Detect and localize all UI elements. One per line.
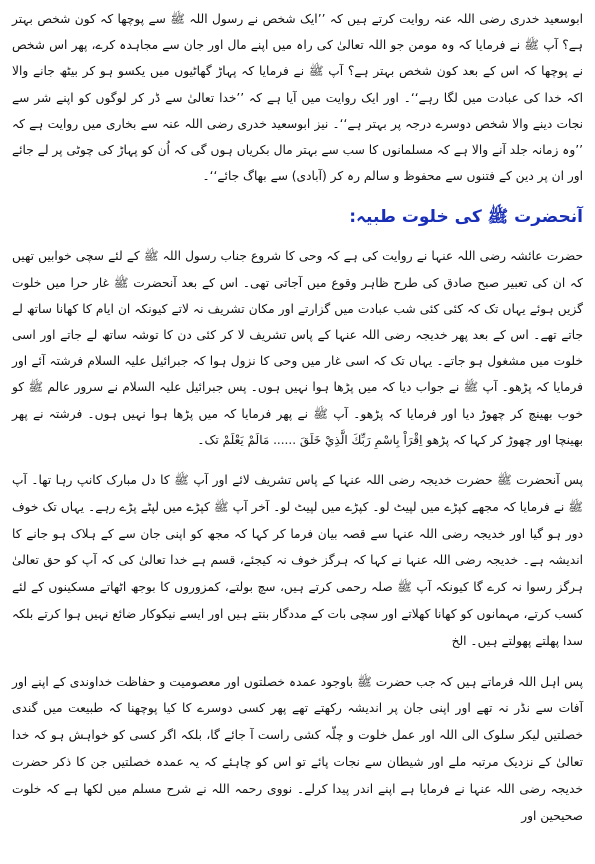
paragraph-khadija: پس آنحضرت ﷺ حضرت خدیجہ رضی اللہ عنہا کے پاس تشریف لائے اور آپ ﷺ کا دل مبارک کانپ رہا تھا۔ آپ ﷺ نے فرمایا کہ مجھے کپڑے میں لپیٹ لو۔ کپڑے میں لپیٹ لو۔ آخر آپ ﷺ کپڑے میں لپٹے پڑے رہے۔ یہاں تک خوف دور ہو گیا اور خدیجہ رضی اللہ عنہا سے قصہ بیان فرما کر کہا کہ مجھ کو اپنی جان سے کے ہلاک ہو جانے کا اندیشہ ہے۔ خدیجہ رضی اللہ عنہا نے کہا کہ ہرگز خوف نہ کیجئے، قسم ہے خدا تعالیٰ کی کہ آپ کو حق تعالیٰ ہرگز رسوا نہ کرے گا کیونکہ آپ ﷺ صلہ رحمی کرتے ہیں، سچ بولتے، کمزوروں کا بوجھ اٹھاتے مسکینوں کے لئے کسب کرتے، مہمانوں کو کھانا کھلاتے اور سچی بات کے مددگار بنتے ہیں اور ایسے نیکوکار ضائع نہیں ہوا کرتے بلکہ سدا پھلتے پھولتے ہیں۔ الخ: [12, 473, 583, 648]
paragraph-ahl-allah: پس اہل اللہ فرماتے ہیں کہ جب حضرت ﷺ باوجود عمدہ خصلتوں اور معصومیت و حفاظت خداوندی کے اپنے اور آفات سے نڈر نہ تھے اور اپنی جان پر اندیشہ رکھتے تھے پھر کسی دوسرے کا کیا پوچھنا کہ طبیعت میں گندی خصلتیں لیکر سلوک الی اللہ اور عمل خلوت و چلّہ کشی راست آ جائے گا، بلکہ اگر کسی کو خواہش ہو کہ خدا تعالیٰ کے نزدیک مرتبہ ملے اور شیطان سے نجات پائے تو اس کو چاہئے کہ یہ عمدہ خصلتیں جن کا ذکر حضرت خدیجہ رضی اللہ عنہا نے فرمایا ہے اپنے اندر پیدا کرلے۔ نووی رحمہ اللہ نے شرح مسلم میں لکھا ہے کہ خلوت صحیحین اور: [12, 674, 583, 823]
paragraph-revelation-text: حضرت عائشہ رضی اللہ عنہا نے روایت کی ہے کہ وحی کا شروع جناب رسول اللہ ﷺ کے لئے سچی خوابیں تھیں کہ ان کی تعبیر صبح صادق کی طرح ظاہر وقوع میں آجاتی تھی۔ اس کے بعد آنحضرت ﷺ غار حرا میں خلوت گزیں ہوئے یہاں تک کہ کئی کئی شب عبادت میں گزارتے اور مکان تشریف نہ لاتے کیونکہ ان ایام کا کھانا ساتھ لے جاتے تھے۔ اس کے بعد پھر خدیجہ رضی اللہ عنہا کے پاس تشریف لا کر کئی دن کا توشہ ساتھ لے جاتے اور اسی خلوت میں مشغول ہو جاتے۔ یہاں تک کہ اسی غار میں وحی کا نزول ہوا کہ جبرائیل علیہ السلام فرشتہ آئے اور فرمایا کہ پڑھو۔ آپ ﷺ نے جواب دیا کہ میں پڑھا ہوا نہیں ہوں۔ پس جبرائیل علیہ السلام نے سرور عالم ﷺ کو خوب بھینچ کر چھوڑ دیا اور فرمایا کہ پڑھو۔ آپ ﷺ نے پھر فرمایا کہ میں پڑھا ہوا نہیں ہوں۔ فرشتہ نے پھر بھینچا اور چھوڑ کر کہا کہ پڑھو: [12, 249, 583, 447]
paragraph-hadith-abu-saeed: ابوسعید خدری رضی اللہ عنہ روایت کرتے ہیں کہ ’’ایک شخص نے رسول اللہ ﷺ سے پوچھا کہ کون شخص بہتر ہے؟ آپ ﷺ نے فرمایا کہ وہ مومن جو اللہ تعالیٰ کی راہ میں اپنے مال اور جان سے مجاہدہ کرے، پھر اس شخص نے پوچھا کہ اس کے بعد کون شخص بہتر ہے؟ آپ ﷺ نے فرمایا کہ پہاڑ گھاٹیوں میں یکسو ہو کر بیٹھ جانے والا اکہ خدا کی عبادت میں لگا رہے‘‘۔ اور ایک روایت میں آیا ہے کہ ’’خدا تعالیٰ سے ڈر کر لوگوں کو اپنے شر سے نجات دینے والا شخص دوسرے درجہ پر بہتر ہے‘‘۔ نیز ابوسعید خدری رضی اللہ عنہ سے بخاری میں روایت ہے کہ ’’وہ زمانہ جلد آنے والا ہے کہ مسلمانوں کا سب سے بہتر مال بکریاں ہوں گی کہ اُن کو پہاڑ کی چوٹی پر لے جائے اور ان پر دین کے فتنوں سے محفوظ و سالم رہ کر (آبادی) سے بھاگ جائے‘‘۔: [12, 12, 583, 184]
quran-verse: اِقْرَاْ بِاسْمِ رَبِّكَ الَّذِيْ خَلَقَ ...... مَالَمْ يَعْلَمْ: [222, 432, 423, 447]
section-heading: آنحضرت ﷺ کی خلوت طبیہ:: [349, 207, 583, 228]
quran-verse-tail: تک۔: [197, 432, 219, 447]
paragraph-revelation: [12, 243, 583, 453]
